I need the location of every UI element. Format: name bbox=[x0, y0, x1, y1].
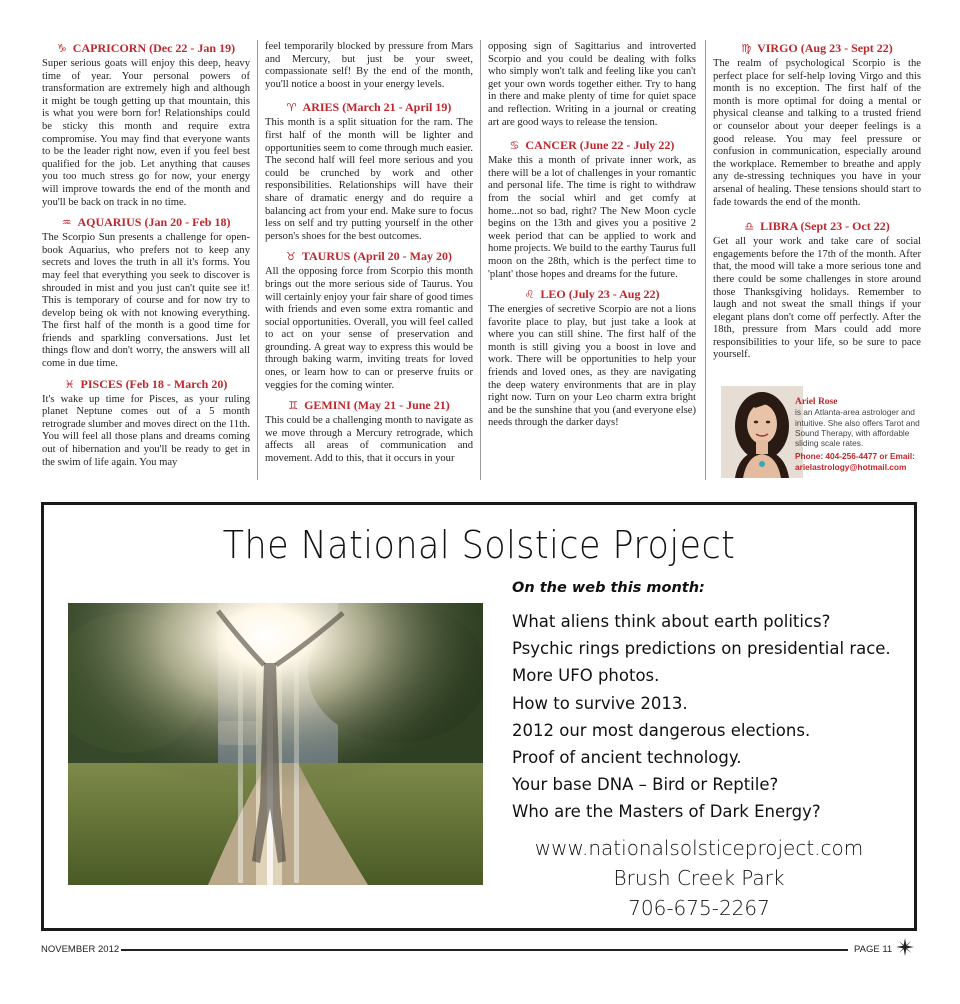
ad-phone: 706-675-2267 bbox=[628, 896, 770, 920]
leo-text: The energies of secretive Scorpio are not a lions favorite place to play, but just take a look at where you can still shine. The first half of the month is still giving you a boost in love and work. There will be opportunities to help your friends and loved ones, as they are navigating the deep watery environments that are in play right now. Turn on your Leo charm extra bright and be the sunshine that you (and everyone else) needs through the darker days! bbox=[488, 304, 696, 429]
aquarius-text: The Scorpio Sun presents a challenge for open-book Aquarius, who prefers not to keep any secrets and loves the truth in all it's forms. You may feel that everything you seek to discover is shrouded in mist and you just can't quite see it! This is temporary of course and for now try to develop being ok with not knowing everything. The first half of the month is a good time for friends and sparkling conversations. Just let things flow and don't worry, the answers will all come in due time. bbox=[42, 232, 250, 370]
libra-text: Get all your work and take care of social engagements before the 17th of the month. After that, the mood will take a more serious tone and there could be some challenges in store around those Thanksgiving holidays. Remember to laugh and not sweat the small things if your elegant plans don't come off perfectly. After the 18th, pressure from Mars could add more responsibilities to your life, so be sure to pace yourself. bbox=[713, 236, 921, 361]
ad-list-item: 2012 our most dangerous elections. bbox=[512, 720, 811, 740]
taurus-heading bbox=[265, 249, 473, 264]
virgo-title: VIRGO (Aug 23 - Sept 22) bbox=[757, 41, 893, 55]
ad-list-item: Your base DNA – Bird or Reptile? bbox=[512, 775, 779, 795]
aries-text: This month is a split situation for the ram. The first half of the month will be lighter and opportunities seem to come through much easier. The second half will feel more serious and you could be crunched by work and other responsibilities. Relationships will have their share of dramatic energy and do require a balancing act from your end. Make sure to focus less on self and try putting yourself in the other person's shoes for the best outcomes. bbox=[265, 117, 474, 242]
footer-issue-date: NOVEMBER 2012 bbox=[41, 944, 120, 955]
libra-icon: ♎ bbox=[744, 220, 755, 234]
cancer-icon: ♋ bbox=[509, 139, 520, 153]
column-4 bbox=[713, 38, 921, 362]
ad-list-item: What aliens think about earth politics? bbox=[512, 612, 831, 631]
ad-list-item: More UFO photos. bbox=[512, 666, 660, 686]
leo-heading bbox=[488, 287, 696, 302]
author-box bbox=[717, 386, 920, 480]
ad-photo bbox=[68, 603, 483, 885]
ad-contact-block bbox=[484, 833, 914, 923]
aries-heading bbox=[265, 100, 473, 115]
advertisement-box bbox=[41, 502, 917, 931]
gemini-heading bbox=[265, 398, 473, 413]
author-bio-block bbox=[795, 397, 921, 472]
virgo-text: The realm of psychological Scorpio is the perfect place for self-help loving Virgo and this month is no exception. The first half of the month is more optimal for doing a mental or physical cleanse and talking to a trusted friend or counselor about your deeper feelings is a good release. You may feel pressure or confusion in communication, especially around the workplace. Remember to breathe and apply any de-stressing techniques you have in your arsenal of healing. These tensions should start to fade towards the end of the month. bbox=[713, 58, 921, 208]
pisces-heading bbox=[42, 377, 250, 392]
column-divider bbox=[257, 40, 258, 480]
column-2 bbox=[265, 38, 473, 466]
capricorn-title: CAPRICORN (Dec 22 - Jan 19) bbox=[72, 41, 236, 55]
pisces-text-continued: feel temporarily blocked by pressure from Mars and Mercury, but just be your sweet, compassionate self! By the end of the month, you'll notice a boost in your energy levels. bbox=[265, 41, 473, 90]
author-portrait bbox=[721, 386, 803, 478]
ad-title: The National Solstice Project bbox=[222, 523, 736, 567]
leo-icon: ♌ bbox=[524, 288, 535, 302]
libra-heading bbox=[713, 219, 921, 234]
aries-icon: ♈ bbox=[286, 101, 297, 115]
ad-list-item: Who are the Masters of Dark Energy? bbox=[512, 802, 821, 822]
libra-title: LIBRA (Sept 23 - Oct 22) bbox=[760, 219, 890, 234]
taurus-title: TAURUS (April 20 - May 20) bbox=[301, 249, 452, 264]
sunburst-figure-image bbox=[68, 603, 483, 885]
capricorn-icon: ♑ bbox=[56, 42, 67, 55]
author-bio: is an Atlanta-area astrologer and intuitive. She also offers Tarot and Sound Therapy, with affordable sliding scale rates. bbox=[795, 407, 920, 449]
ad-list-item: How to survive 2013. bbox=[512, 693, 688, 713]
leo-title: LEO (July 23 - Aug 22) bbox=[540, 287, 660, 302]
aries-title: ARIES (March 21 - April 19) bbox=[302, 100, 452, 115]
gemini-icon: ♊ bbox=[288, 399, 299, 413]
column-divider bbox=[705, 40, 706, 480]
author-photo bbox=[721, 386, 803, 478]
taurus-icon: ♉ bbox=[286, 250, 296, 264]
column-1 bbox=[42, 38, 250, 469]
footer-rule bbox=[121, 949, 848, 951]
column-3 bbox=[488, 38, 696, 430]
ad-url[interactable]: www.nationalsolsticeproject.com bbox=[534, 836, 864, 860]
gemini-title: GEMINI (May 21 - June 21) bbox=[304, 398, 450, 413]
star-icon bbox=[896, 938, 914, 956]
ad-list-item: Proof of ancient technology. bbox=[512, 748, 742, 768]
taurus-text: All the opposing force from Scorpio this month brings out the more serious side of Taurus. You will certainly enjoy your fair share of good times with friends and even some extra romantic and social opportunities. Overall, you will feel called to act on your sense of preservation and grounding. A great way to express this would be through baking warm, inviting treats for loved ones, or learn how to can or preserve fruits or veggies for the coming winter. bbox=[265, 266, 473, 391]
aquarius-heading bbox=[42, 215, 250, 230]
ad-subtitle: On the web this month: bbox=[512, 580, 705, 596]
virgo-icon: ♍ bbox=[741, 42, 752, 55]
pisces-title: PISCES (Feb 18 - March 20) bbox=[80, 376, 228, 391]
capricorn-heading bbox=[42, 41, 250, 56]
author-name: Ariel Rose bbox=[795, 397, 838, 407]
capricorn-text: Super serious goats will enjoy this deep, heavy time of year. Your personal powers of transformation are extremely high and although it might be tough getting up that mountain, this is what you were born for! Relationships could be sticky this month and require extra compromise. You may find that everyone wants to be the leader right now, even if you feel best qualified for the job. Let anything that causes you too much stress go for now, your energy will improve towards the end of the month and you'll be back on track in no time. bbox=[42, 58, 250, 208]
ad-list bbox=[512, 608, 912, 826]
author-phone: Phone: 404-256-4477 or Email: bbox=[795, 451, 915, 462]
cancer-heading bbox=[488, 138, 696, 153]
author-email[interactable]: arielastrology@hotmail.com bbox=[795, 461, 907, 472]
virgo-heading bbox=[713, 41, 921, 56]
aquarius-icon: ♒ bbox=[61, 216, 72, 230]
gemini-text: This could be a challenging month to navigate as we move through a Mercury retrograde, which affects all areas of communication and movement. Add to this, that it occurs in your bbox=[265, 415, 473, 465]
footer-page-number: PAGE 11 bbox=[854, 944, 893, 955]
pisces-text: It's wake up time for Pisces, as your ruling planet Neptune comes out of a 5 month retrograde slumber and moves direct on the 11th. You will feel all those plans and dreams coming out of hibernation and you'll be ready to get in the swim of life again. You may bbox=[42, 393, 250, 468]
cancer-text: Make this a month of private inner work, as there will be a lot of challenges in your romantic and personal life. The time is right to withdraw from the social whirl and get comfy at home...not so bad, right? The New Moon cycle begins on the 13th and gives you a positive 2 week period that can be applied to work and home projects. We build to the earthy Taurus full moon on the 28th, which is the perfect time to 'plant' those hopes and dreams for the future. bbox=[488, 155, 696, 280]
aquarius-title: AQUARIUS (Jan 20 - Feb 18) bbox=[77, 215, 231, 230]
ad-location: Brush Creek Park bbox=[613, 866, 785, 890]
pisces-icon: ♓ bbox=[64, 377, 75, 391]
ad-list-item: Psychic rings predictions on presidential race. bbox=[512, 639, 891, 659]
cancer-title: CANCER (June 22 - July 22) bbox=[525, 138, 675, 153]
gemini-text-continued: opposing sign of Sagittarius and introverted Scorpio and you could be dealing with folks who simply won't talk and feeling like you can't get your own words together either. Try to hang in there and make plenty of time for quiet space and reflection. Writing in a journal or creating art are good ways to release the tension. bbox=[488, 41, 696, 128]
column-divider bbox=[480, 40, 481, 480]
